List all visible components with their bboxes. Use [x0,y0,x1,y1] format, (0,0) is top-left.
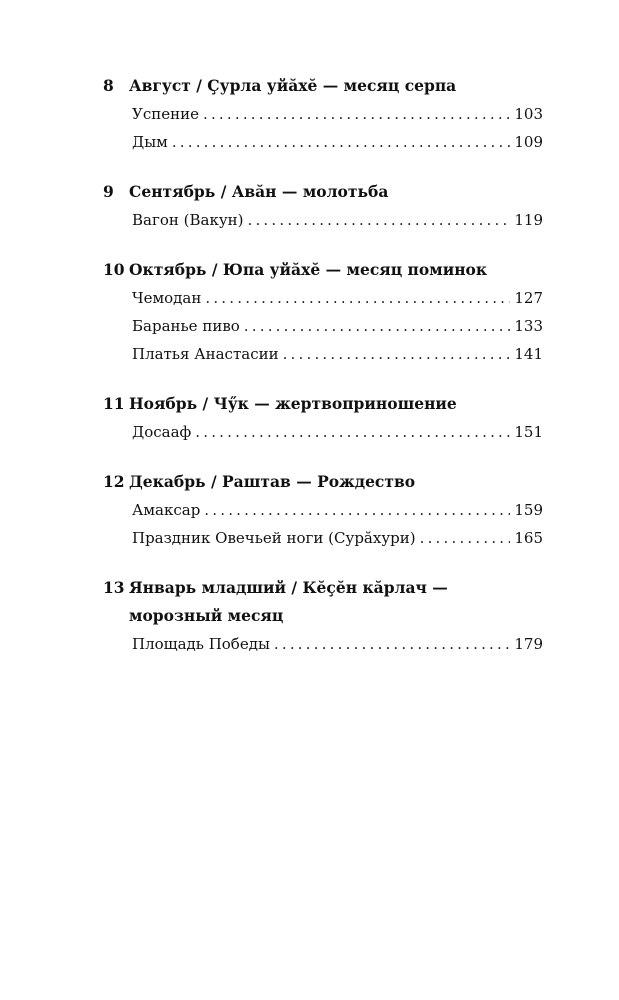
page-number: 165 [514,529,543,547]
section-heading [103,72,543,100]
section-heading [103,178,543,206]
page-number: 179 [514,635,543,653]
table-of-contents [103,72,543,680]
section-number: 9 [103,182,114,201]
page-number: 151 [514,423,543,441]
page-number: 103 [514,105,543,123]
section-title [129,468,543,496]
section-heading [103,468,543,496]
entry-title: Досааф [132,423,192,441]
section-title-line: Август / Çурла уйăхĕ — месяц серпа [129,76,457,95]
dot-leader [204,496,510,524]
toc-entry[interactable] [132,418,543,446]
section-heading [103,574,543,630]
page-number: 141 [514,345,543,363]
section-heading [103,390,543,418]
section-title-line: Ноябрь / Чӳк — жертвоприношение [129,394,457,413]
section-number: 13 [103,578,125,597]
toc-entry[interactable] [132,524,543,552]
dot-leader [248,206,511,234]
toc-entry[interactable] [132,128,543,156]
entry-title: Праздник Овечьей ноги (Сурăхури) [132,529,416,547]
dot-leader [274,630,510,658]
toc-entry[interactable] [132,630,543,658]
entry-title: Вагон (Вакун) [132,211,244,229]
section-title [129,256,543,284]
dot-leader [172,128,511,156]
page-number: 127 [514,289,543,307]
section-title-line: морозный месяц [129,606,284,625]
toc-section [103,72,543,156]
toc-entry[interactable] [132,100,543,128]
dot-leader [195,418,510,446]
section-title-line: Декабрь / Раштав — Рождество [129,472,416,491]
entry-title: Чемодан [132,289,202,307]
section-title [129,574,543,630]
section-heading [103,256,543,284]
toc-section [103,178,543,234]
entry-title: Амаксар [132,501,201,519]
section-title [129,72,543,100]
section-title-line: Сентябрь / Авăн — молотьба [129,182,389,201]
page-number: 119 [514,211,543,229]
entry-title: Баранье пиво [132,317,240,335]
dot-leader [203,100,510,128]
section-title [129,178,543,206]
toc-entry[interactable] [132,284,543,312]
dot-leader [205,284,510,312]
section-title [129,390,543,418]
section-number: 12 [103,472,125,491]
page-number: 159 [514,501,543,519]
page-number: 133 [514,317,543,335]
entry-title: Дым [132,133,168,151]
toc-entry[interactable] [132,340,543,368]
toc-section [103,256,543,368]
section-number: 11 [103,394,125,413]
entry-title: Площадь Победы [132,635,270,653]
section-title-line: Октябрь / Юпа уйăхĕ — месяц поминок [129,260,488,279]
toc-section [103,390,543,446]
toc-section [103,468,543,552]
dot-leader [283,340,511,368]
toc-entry[interactable] [132,496,543,524]
toc-entry[interactable] [132,312,543,340]
entry-title: Платья Анастасии [132,345,279,363]
section-title-line: Январь младший / Кĕçĕн кăрлач — [129,578,448,597]
toc-entry[interactable] [132,206,543,234]
page-number: 109 [514,133,543,151]
toc-section [103,574,543,658]
dot-leader [244,312,511,340]
section-number: 10 [103,260,125,279]
entry-title: Успение [132,105,199,123]
section-number: 8 [103,76,114,95]
dot-leader [420,524,511,552]
